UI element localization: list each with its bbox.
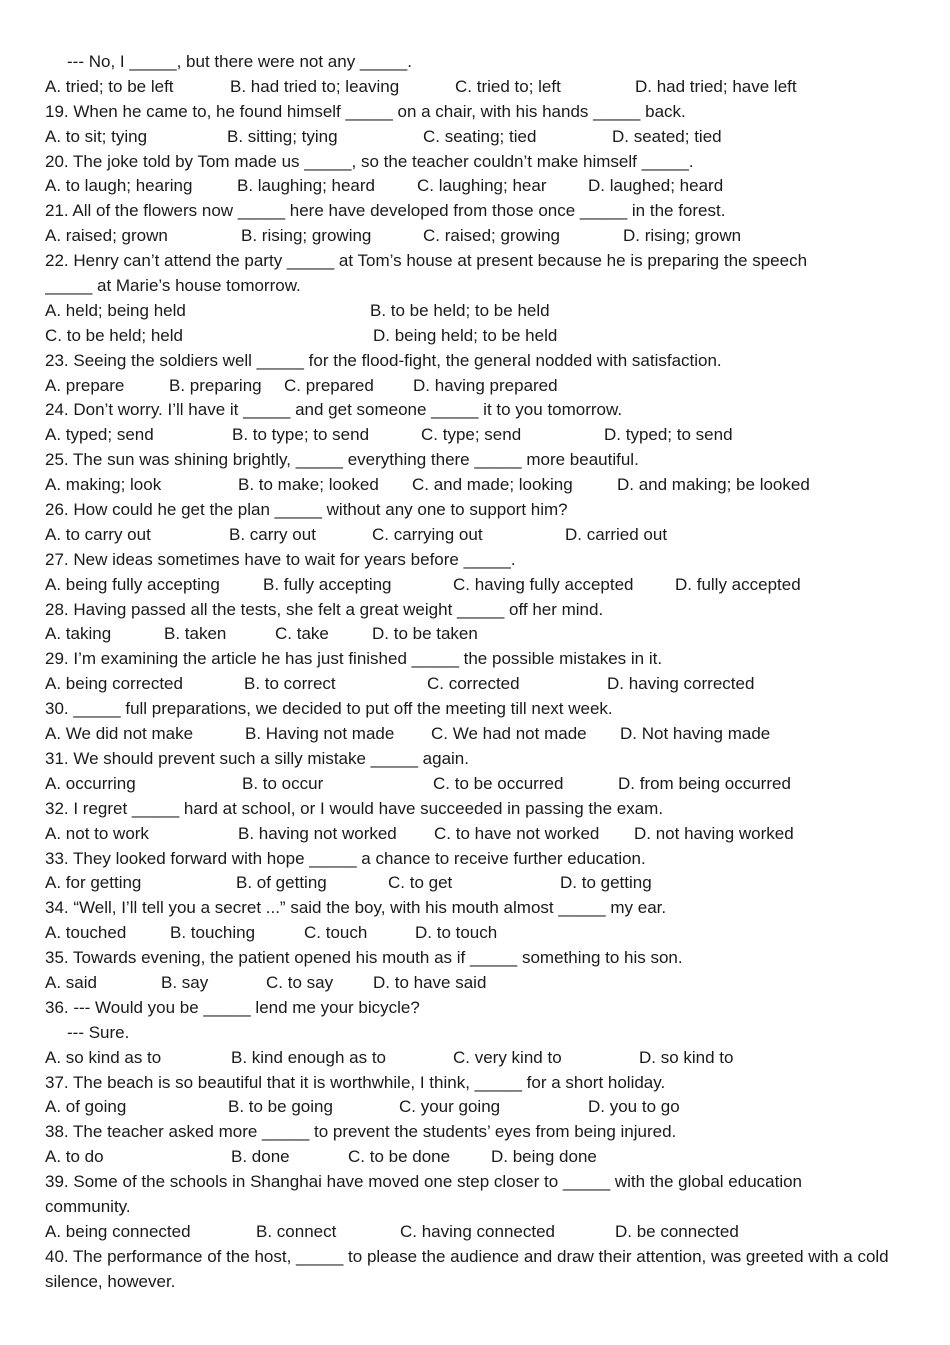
question-stem: 36. --- Would you be _____ lend me your bicycle? bbox=[45, 997, 420, 1017]
option-a: A. so kind as to bbox=[45, 1047, 162, 1067]
option-row bbox=[45, 374, 934, 399]
option-c: C. corrected bbox=[427, 674, 520, 694]
option-a: A. to laugh; hearing bbox=[45, 176, 193, 196]
option-c: C. type; send bbox=[421, 425, 522, 445]
option-c: C. to be done bbox=[348, 1147, 451, 1167]
question-stem: 30. _____ full preparations, we decided to put off the meeting till next week. bbox=[45, 699, 613, 719]
option-c: C. to be occurred bbox=[433, 773, 564, 793]
option-c: C. having connected bbox=[400, 1221, 555, 1241]
option-d: D. being done bbox=[491, 1147, 597, 1167]
question-stem: 26. How could he get the plan _____ without any one to support him? bbox=[45, 500, 568, 520]
question-stem: 27. New ideas sometimes have to wait for years before _____. bbox=[45, 549, 516, 569]
option-d: D. to getting bbox=[560, 873, 652, 893]
option-b: B. to type; to send bbox=[232, 425, 370, 445]
option-c: C. take bbox=[275, 624, 329, 644]
option-a: A. raised; grown bbox=[45, 226, 168, 246]
question-stem: 25. The sun was shining brightly, _____ everything there _____ more beautiful. bbox=[45, 450, 639, 470]
option-c: C. prepared bbox=[284, 375, 374, 395]
question-stem: 31. We should prevent such a silly mistake _____ again. bbox=[45, 748, 469, 768]
option-d: D. so kind to bbox=[639, 1047, 734, 1067]
option-row bbox=[45, 423, 934, 448]
question-stem: 33. They looked forward with hope _____ a chance to receive further education. bbox=[45, 848, 646, 868]
question-stem: 23. Seeing the soldiers well _____ for the flood-fight, the general nodded with satisfaction. bbox=[45, 350, 722, 370]
option-b: B. had tried to; leaving bbox=[230, 76, 400, 96]
option-c: C. to have not worked bbox=[434, 823, 600, 843]
option-c: C. your going bbox=[399, 1097, 501, 1117]
question-stem-continuation: community. bbox=[45, 1196, 131, 1216]
option-c: C. laughing; hear bbox=[417, 176, 547, 196]
option-d: D. having corrected bbox=[607, 674, 755, 694]
option-b: B. to make; looked bbox=[238, 475, 379, 495]
option-row bbox=[45, 473, 934, 498]
option-row bbox=[45, 772, 934, 797]
option-row bbox=[45, 573, 934, 598]
option-d: D. fully accepted bbox=[675, 574, 801, 594]
option-row bbox=[45, 921, 934, 946]
option-row bbox=[45, 324, 934, 349]
answer-line: --- No, I _____, but there were not any _____. bbox=[67, 52, 412, 71]
option-row bbox=[45, 822, 934, 847]
option-d: D. had tried; have left bbox=[635, 76, 797, 96]
option-a: A. being connected bbox=[45, 1221, 191, 1241]
option-d: D. being held; to be held bbox=[373, 325, 558, 345]
question-stem: 39. Some of the schools in Shanghai have moved one step closer to _____ with the global education bbox=[45, 1172, 803, 1192]
option-a: A. making; look bbox=[45, 475, 162, 495]
option-b: B. kind enough as to bbox=[231, 1047, 387, 1067]
option-b: B. carry out bbox=[229, 524, 316, 544]
option-b: B. sitting; tying bbox=[227, 126, 338, 146]
option-row bbox=[45, 224, 934, 249]
option-b: B. taken bbox=[164, 624, 227, 644]
option-c: C. to get bbox=[388, 873, 453, 893]
option-b: B. to correct bbox=[244, 674, 336, 694]
option-a: A. typed; send bbox=[45, 425, 154, 445]
option-row bbox=[45, 722, 934, 747]
option-b: B. preparing bbox=[169, 375, 262, 395]
option-c: C. raised; growing bbox=[423, 226, 561, 246]
option-a: A. prepare bbox=[45, 375, 125, 395]
option-c: C. seating; tied bbox=[423, 126, 537, 146]
option-row bbox=[45, 1145, 934, 1170]
option-row bbox=[45, 672, 934, 697]
option-c: C. and made; looking bbox=[412, 475, 573, 495]
option-b: B. fully accepting bbox=[263, 574, 392, 594]
question-stem-continuation: _____ at Marie’s house tomorrow. bbox=[45, 276, 301, 296]
question-stem: 28. Having passed all the tests, she felt a great weight _____ off her mind. bbox=[45, 599, 604, 619]
option-b: B. to occur bbox=[242, 773, 324, 793]
question-stem: 22. Henry can’t attend the party _____ at Tom’s house at present because he is preparing the speech bbox=[45, 251, 808, 271]
option-d: D. and making; be looked bbox=[617, 475, 810, 495]
question-stem: 20. The joke told by Tom made us _____, so the teacher couldn’t make himself _____. bbox=[45, 151, 694, 171]
option-row bbox=[45, 75, 934, 100]
option-a: A. being corrected bbox=[45, 674, 183, 694]
option-a: A. held; being held bbox=[45, 300, 186, 320]
question-stem: 35. Towards evening, the patient opened his mouth as if _____ something to his son. bbox=[45, 948, 683, 968]
option-d: D. seated; tied bbox=[612, 126, 722, 146]
option-d: D. laughed; heard bbox=[588, 176, 724, 196]
option-row bbox=[45, 871, 934, 896]
option-d: D. you to go bbox=[588, 1097, 680, 1117]
option-row bbox=[45, 125, 934, 150]
option-c: C. carrying out bbox=[372, 524, 483, 544]
option-d: D. rising; grown bbox=[623, 226, 742, 246]
question-stem: 29. I’m examining the article he has just finished _____ the possible mistakes in it. bbox=[45, 649, 663, 669]
option-d: D. carried out bbox=[565, 524, 668, 544]
option-a: A. not to work bbox=[45, 823, 149, 843]
option-c: C. touch bbox=[304, 923, 368, 943]
option-d: D. to have said bbox=[373, 972, 487, 992]
option-d: D. be connected bbox=[615, 1221, 739, 1241]
option-b: B. say bbox=[161, 972, 209, 992]
question-stem: 19. When he came to, he found himself _____ on a chair, with his hands _____ back. bbox=[45, 101, 686, 121]
option-d: D. from being occurred bbox=[618, 773, 791, 793]
option-a: A. to carry out bbox=[45, 524, 151, 544]
question-stem: 32. I regret _____ hard at school, or I would have succeeded in passing the exam. bbox=[45, 798, 664, 818]
question-stem: 34. “Well, I’ll tell you a secret ...” said the boy, with his mouth almost _____ my ear. bbox=[45, 898, 667, 918]
option-b: B. to be going bbox=[228, 1097, 333, 1117]
option-row bbox=[45, 299, 934, 324]
option-d: D. Not having made bbox=[620, 724, 771, 744]
option-d: D. typed; to send bbox=[604, 425, 733, 445]
option-c: C. very kind to bbox=[453, 1047, 562, 1067]
option-a: A. for getting bbox=[45, 873, 142, 893]
option-row bbox=[45, 523, 934, 548]
question-stem: 40. The performance of the host, _____ to please the audience and draw their attention, was greeted with a cold bbox=[45, 1246, 889, 1266]
question-stem: 24. Don’t worry. I’ll have it _____ and get someone _____ it to you tomorrow. bbox=[45, 400, 623, 420]
option-b: B. touching bbox=[170, 923, 256, 943]
option-b: B. to be held; to be held bbox=[370, 300, 550, 320]
question-stem-continuation: silence, however. bbox=[45, 1271, 176, 1291]
option-row bbox=[45, 1095, 934, 1120]
option-a: A. said bbox=[45, 972, 97, 992]
option-b: B. rising; growing bbox=[241, 226, 372, 246]
option-a: A. to do bbox=[45, 1147, 104, 1167]
option-c: C. to be held; held bbox=[45, 325, 183, 345]
option-c: C. to say bbox=[266, 972, 334, 992]
option-d: D. to touch bbox=[415, 923, 498, 943]
option-a: A. to sit; tying bbox=[45, 126, 148, 146]
option-b: B. of getting bbox=[236, 873, 327, 893]
question-list bbox=[45, 100, 934, 1295]
option-b: B. having not worked bbox=[238, 823, 397, 843]
option-a: A. We did not make bbox=[45, 724, 194, 744]
question-stem: 37. The beach is so beautiful that it is worthwhile, I think, _____ for a short holiday. bbox=[45, 1072, 666, 1092]
option-c: C. We had not made bbox=[431, 724, 587, 744]
option-c: C. having fully accepted bbox=[453, 574, 634, 594]
option-row bbox=[45, 971, 934, 996]
option-b: B. connect bbox=[256, 1221, 337, 1241]
option-a: A. occurring bbox=[45, 773, 136, 793]
option-d: D. having prepared bbox=[413, 375, 558, 395]
question-stem: 38. The teacher asked more _____ to prevent the students’ eyes from being injured. bbox=[45, 1122, 677, 1142]
option-a: A. touched bbox=[45, 923, 127, 943]
option-a: A. taking bbox=[45, 624, 112, 644]
option-a: A. of going bbox=[45, 1097, 127, 1117]
option-row bbox=[45, 1220, 934, 1245]
option-c: C. tried to; left bbox=[455, 76, 561, 96]
option-d: D. not having worked bbox=[634, 823, 794, 843]
option-b: B. Having not made bbox=[245, 724, 395, 744]
option-row bbox=[45, 622, 934, 647]
option-a: A. being fully accepting bbox=[45, 574, 220, 594]
option-d: D. to be taken bbox=[372, 624, 478, 644]
option-b: B. laughing; heard bbox=[237, 176, 375, 196]
option-row bbox=[45, 1046, 934, 1071]
option-b: B. done bbox=[231, 1147, 290, 1167]
option-row bbox=[45, 174, 934, 199]
dialogue-reply: --- Sure. bbox=[67, 1022, 130, 1042]
question-stem: 21. All of the flowers now _____ here have developed from those once _____ in the forest. bbox=[45, 201, 726, 221]
option-a: A. tried; to be left bbox=[45, 76, 174, 96]
